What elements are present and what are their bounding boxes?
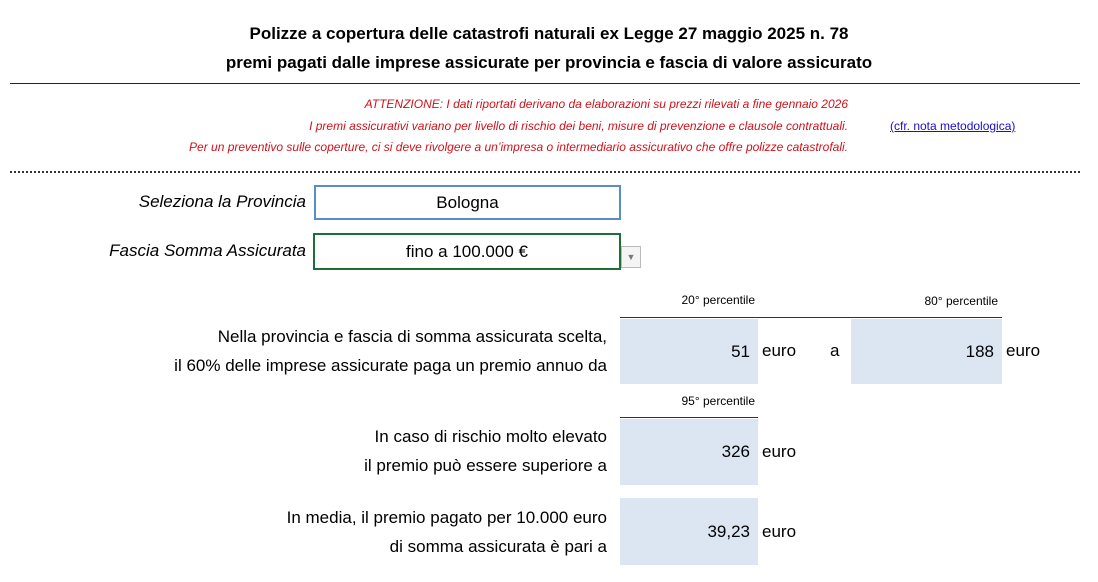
title-line-1: Polizze a copertura delle catastrofi naturali ex Legge 27 maggio 2025 n. 78 (249, 24, 849, 43)
avg-value: 39,23 (620, 498, 758, 565)
avg-text-1: In media, il premio pagato per 10.000 euro (286, 508, 607, 527)
header-rule (620, 317, 1002, 318)
p80-label: 80° percentile (924, 294, 998, 308)
province-label: Seleziona la Provincia (138, 192, 306, 211)
avg-text-2: di somma assicurata è pari a (389, 537, 607, 556)
high-text-2: il premio può essere superiore a (364, 456, 607, 475)
fascia-select[interactable]: fino a 100.000 € (313, 233, 621, 270)
unit-euro: euro (762, 442, 797, 461)
note-attention: ATTENZIONE: I dati riportati derivano da elaborazioni su prezzi rilevati a fine gennaio 2026 (364, 97, 848, 111)
province-select[interactable]: Bologna (314, 185, 621, 220)
p95-label: 95° percentile (681, 394, 755, 408)
unit-euro: euro (1006, 341, 1041, 360)
p95-value: 326 (620, 419, 758, 485)
header-rule (620, 417, 758, 418)
high-text-1: In caso di rischio molto elevato (374, 427, 607, 446)
range-text-2: il 60% delle imprese assicurate paga un premio annuo da (174, 356, 607, 375)
p20-label: 20° percentile (681, 293, 755, 307)
unit-euro: euro (762, 341, 797, 360)
methodology-link[interactable]: (cfr. nota metodologica) (890, 119, 1016, 133)
unit-euro: euro (762, 522, 797, 541)
note-quote: Per un preventivo sulle coperture, ci si deve rivolgere a un’impresa o intermediario assicurativo che offre polizze catastrofali. (189, 140, 848, 154)
divider (10, 83, 1080, 84)
p80-value: 188 (851, 319, 1002, 384)
title-line-2: premi pagati dalle imprese assicurate per provincia e fascia di valore assicurato (225, 53, 873, 72)
connector-a: a (830, 341, 840, 360)
p20-value: 51 (620, 319, 758, 384)
range-text-1: Nella provincia e fascia di somma assicurata scelta, (217, 327, 607, 346)
dotted-divider (10, 171, 1080, 173)
fascia-label: Fascia Somma Assicurata (109, 241, 306, 260)
note-risk: I premi assicurativi variano per livello di rischio dei beni, misure di prevenzione e clausole contrattuali. (309, 119, 848, 133)
chevron-down-icon[interactable]: ▼ (621, 246, 641, 268)
